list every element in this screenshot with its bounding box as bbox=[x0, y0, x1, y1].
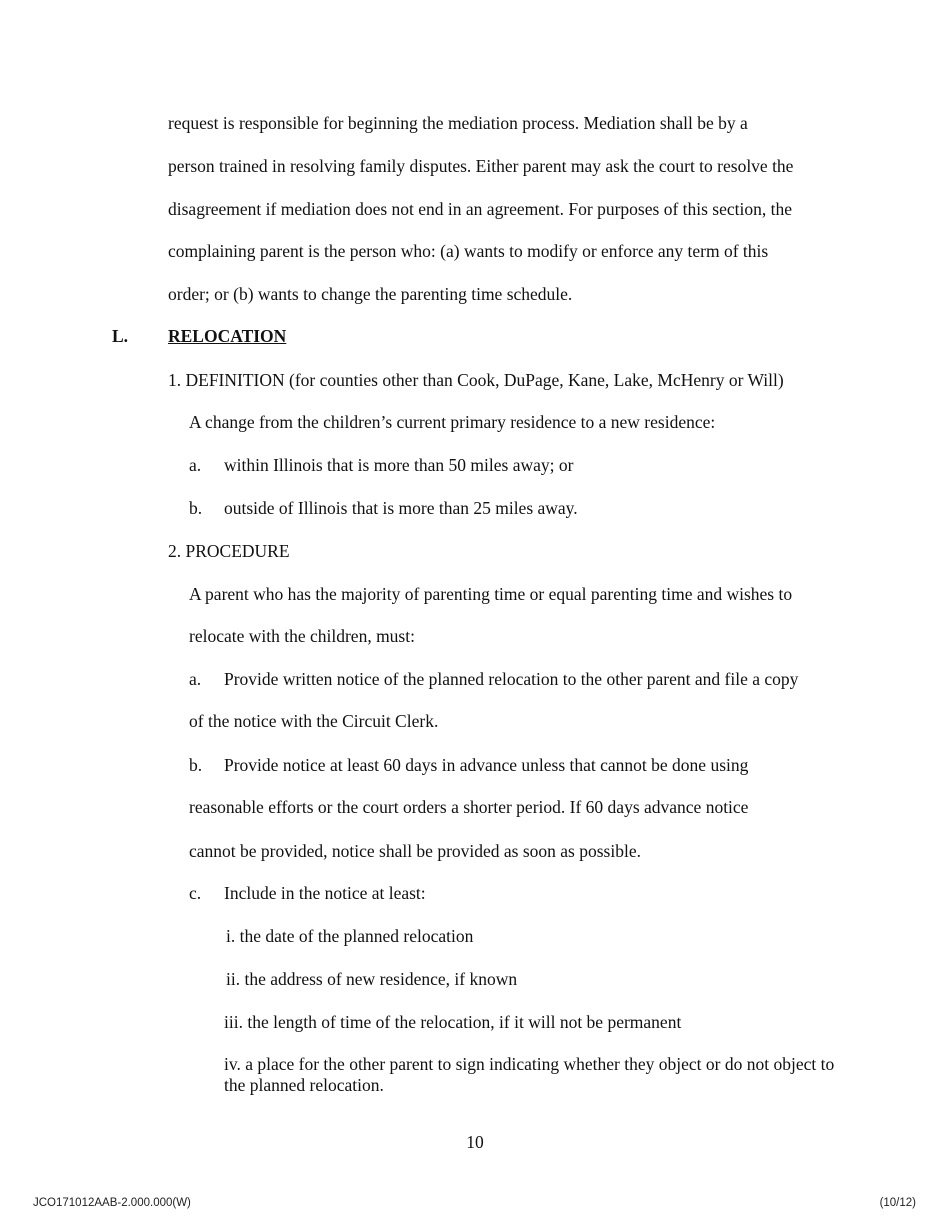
procedure-item-b-line-3: cannot be provided, notice shall be provided as soon as possible. bbox=[189, 841, 641, 861]
definition-heading: 1. DEFINITION (for counties other than Cook, DuPage, Kane, Lake, McHenry or Will) bbox=[168, 370, 784, 390]
footer-page-count: (10/12) bbox=[879, 1197, 916, 1209]
definition-intro: A change from the children’s current primary residence to a new residence: bbox=[189, 412, 716, 432]
procedure-heading: 2. PROCEDURE bbox=[168, 541, 290, 561]
list-marker: c. bbox=[189, 883, 202, 903]
definition-item-a bbox=[189, 455, 573, 475]
footer-doc-code: JCO171012AAB-2.000.000(W) bbox=[33, 1197, 191, 1209]
notice-sub-item-ii: ii. the address of new residence, if known bbox=[226, 969, 518, 989]
section-title: RELOCATION bbox=[168, 326, 287, 346]
intro-line-5: order; or (b) wants to change the parenting time schedule. bbox=[168, 284, 573, 304]
list-item-text: Include in the notice at least: bbox=[224, 883, 426, 903]
notice-sub-item-iii: iii. the length of time of the relocation, if it will not be permanent bbox=[224, 1012, 682, 1032]
list-marker: a. bbox=[189, 455, 202, 475]
procedure-intro-line-1: A parent who has the majority of parenting time or equal parenting time and wishes to bbox=[189, 584, 793, 604]
page-number: 10 bbox=[466, 1132, 484, 1152]
notice-sub-item-i: i. the date of the planned relocation bbox=[226, 926, 474, 946]
list-marker: a. bbox=[189, 669, 202, 689]
list-item-text: outside of Illinois that is more than 25 miles away. bbox=[224, 498, 578, 518]
intro-line-3: disagreement if mediation does not end in an agreement. For purposes of this section, the bbox=[168, 199, 793, 219]
procedure-intro-line-2: relocate with the children, must: bbox=[189, 626, 415, 646]
definition-item-b bbox=[189, 498, 578, 518]
intro-line-2: person trained in resolving family disputes. Either parent may ask the court to resolve the bbox=[168, 156, 794, 176]
procedure-item-b-line-1 bbox=[189, 755, 748, 775]
list-item-text: within Illinois that is more than 50 miles away; or bbox=[224, 455, 574, 475]
intro-line-4: complaining parent is the person who: (a) wants to modify or enforce any term of this bbox=[168, 241, 769, 261]
list-item-text: Provide written notice of the planned relocation to the other parent and file a copy bbox=[224, 669, 799, 689]
intro-line-1: request is responsible for beginning the mediation process. Mediation shall be by a bbox=[168, 113, 748, 133]
section-letter: L. bbox=[112, 326, 129, 346]
list-marker: b. bbox=[189, 755, 203, 775]
procedure-item-a-line-2: of the notice with the Circuit Clerk. bbox=[189, 711, 439, 731]
procedure-item-c bbox=[189, 883, 426, 903]
procedure-item-b-line-2: reasonable efforts or the court orders a shorter period. If 60 days advance notice bbox=[189, 797, 749, 817]
notice-sub-item-iv: iv. a place for the other parent to sign indicating whether they object or do not object to the planned relocation. bbox=[224, 1054, 835, 1095]
procedure-item-a-line-1 bbox=[189, 669, 798, 689]
list-marker: b. bbox=[189, 498, 203, 518]
list-item-text: Provide notice at least 60 days in advance unless that cannot be done using bbox=[224, 755, 749, 775]
